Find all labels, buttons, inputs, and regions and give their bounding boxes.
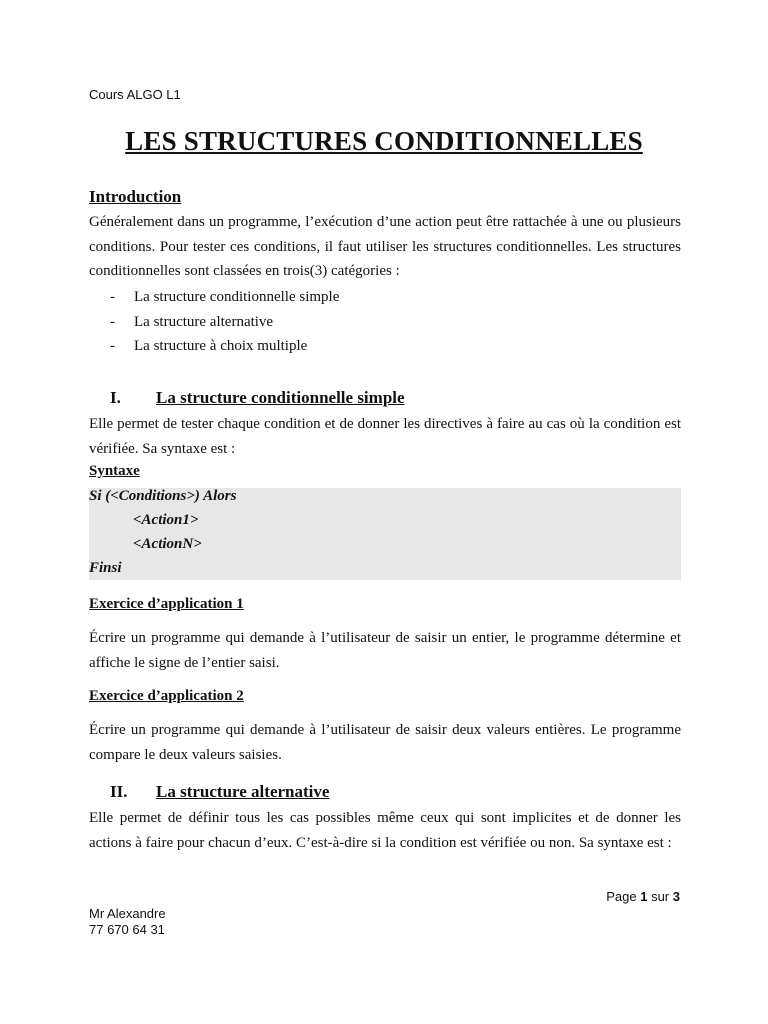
list-item: - La structure alternative <box>110 310 339 335</box>
exercise2-text: Écrire un programme qui demande à l’utilisateur de saisir deux valeurs entières. Le programme compare le deux valeurs saisies. <box>89 722 681 763</box>
bullet-text: La structure conditionnelle simple <box>134 289 340 305</box>
section2-number: II. <box>110 782 128 801</box>
list-item: - La structure à choix multiple <box>110 334 339 359</box>
section2-title: La structure alternative <box>156 782 330 801</box>
footer-author-block <box>89 906 166 938</box>
page-title: LES STRUCTURES CONDITIONNELLES <box>125 126 643 156</box>
page-number <box>606 889 680 904</box>
intro-heading: Introduction <box>89 187 182 206</box>
section1-heading <box>110 388 405 408</box>
page-total: 3 <box>672 889 680 904</box>
section1-paragraph: Elle permet de tester chaque condition et de donner les directives à faire au cas où la condition est vérifiée. Sa syntaxe est : <box>89 416 681 457</box>
bullet-text: La structure alternative <box>134 313 274 330</box>
section1-title: La structure conditionnelle simple <box>156 388 405 407</box>
page-current: 1 <box>640 889 648 904</box>
intro-bullet-list <box>110 285 339 359</box>
exercise2-title: Exercice d’application 2 <box>89 688 244 704</box>
code-line-finsi: Finsi <box>89 560 122 576</box>
page-separator: sur <box>651 889 670 904</box>
section2-paragraph: Elle permet de définir tous les cas possibles même ceux qui sont implicites et de donner les actions à faire pour chacun d’eux. C’est-à-dire si la condition est vérifiée ou non. Sa syntaxe est : <box>89 810 681 851</box>
intro-paragraph: Généralement dans un programme, l’exécution d’une action peut être rattachée à une ou plusieurs conditions. Pour tester ces conditions, il faut utiliser les structures conditionnelles. Les structures conditionnelles sont classées en trois(3) catégories : <box>89 214 681 279</box>
syntax-code-block <box>89 488 681 580</box>
course-header: Cours ALGO L1 <box>89 87 181 102</box>
code-line-si: Si (<Conditions>) Alors <box>89 488 237 504</box>
exercise1-text: Écrire un programme qui demande à l’utilisateur de saisir un entier, le programme détermine et affiche le signe de l’entier saisi. <box>89 630 681 671</box>
page-prefix: Page <box>606 889 637 904</box>
section2-heading <box>110 782 329 802</box>
code-line-action1: <Action1> <box>133 512 199 528</box>
exercise1-title: Exercice d’application 1 <box>89 596 244 612</box>
list-item: - La structure conditionnelle simple <box>110 285 339 310</box>
bullet-text: La structure à choix multiple <box>134 338 308 354</box>
author-name: Mr Alexandre <box>89 906 166 921</box>
section1-number: I. <box>110 388 121 407</box>
syntax-label: Syntaxe <box>89 463 140 479</box>
code-line-actionn: <ActionN> <box>133 536 202 552</box>
author-phone: 77 670 64 31 <box>89 922 165 937</box>
